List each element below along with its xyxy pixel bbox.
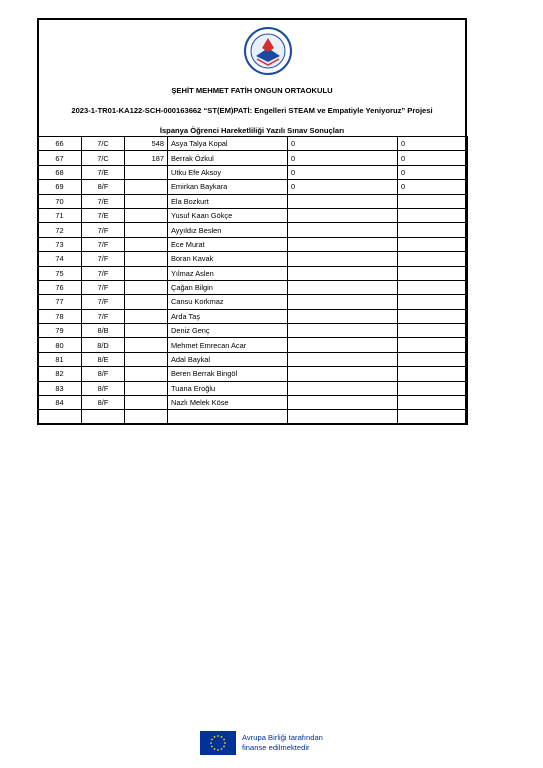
cell-no: 83	[38, 381, 82, 395]
eu-star	[217, 749, 219, 751]
cell-cls: 7/F	[82, 237, 125, 251]
cell-s1	[288, 309, 398, 323]
school-seal-icon	[243, 26, 293, 76]
cell-cls: 8/D	[82, 338, 125, 352]
cell-name: Mehmet Emrecan Acar	[168, 338, 288, 352]
cell-id	[125, 309, 168, 323]
cell-cls: 7/F	[82, 252, 125, 266]
cell-s1	[288, 252, 398, 266]
cell-s1	[288, 194, 398, 208]
cell-s2	[398, 396, 468, 410]
cell-no: 67	[38, 151, 82, 165]
cell-name: Tuana Eroğlu	[168, 381, 288, 395]
results-table	[37, 136, 468, 425]
table-row	[38, 410, 468, 424]
cell-no: 66	[38, 137, 82, 151]
cell-id	[125, 367, 168, 381]
cell-s2	[398, 367, 468, 381]
cell-s2: 0	[398, 151, 468, 165]
cell-s2	[398, 223, 468, 237]
cell-name	[168, 410, 288, 424]
eu-star	[211, 746, 213, 748]
cell-s2	[398, 295, 468, 309]
table-row	[38, 180, 468, 194]
cell-cls: 7/F	[82, 223, 125, 237]
cell-id	[125, 410, 168, 424]
cell-cls: 7/E	[82, 194, 125, 208]
eu-star	[217, 735, 219, 737]
cell-s2: 0	[398, 165, 468, 179]
cell-no: 68	[38, 165, 82, 179]
cell-id	[125, 338, 168, 352]
table-row	[38, 252, 468, 266]
cell-no: 76	[38, 280, 82, 294]
cell-s1	[288, 237, 398, 251]
cell-name: Boran Kavak	[168, 252, 288, 266]
cell-s1	[288, 352, 398, 366]
cell-cls: 8/F	[82, 396, 125, 410]
cell-id	[125, 396, 168, 410]
table-row	[38, 396, 468, 410]
table-row	[38, 208, 468, 222]
cell-s1	[288, 223, 398, 237]
table-row	[38, 352, 468, 366]
cell-id	[125, 295, 168, 309]
cell-no: 71	[38, 208, 82, 222]
cell-s2	[398, 352, 468, 366]
cell-id	[125, 280, 168, 294]
cell-name: Emirkan Baykara	[168, 180, 288, 194]
cell-cls: 7/F	[82, 266, 125, 280]
cell-cls: 8/F	[82, 381, 125, 395]
eu-funding-line-1: Avrupa Birliği tarafından	[242, 733, 323, 742]
eu-star	[210, 742, 212, 744]
cell-id	[125, 223, 168, 237]
cell-no: 72	[38, 223, 82, 237]
cell-cls: 7/F	[82, 280, 125, 294]
table-row	[38, 338, 468, 352]
cell-no: 74	[38, 252, 82, 266]
eu-star	[214, 736, 216, 738]
cell-name: Yusuf Kaan Gökçe	[168, 208, 288, 222]
cell-name: Ayyıldız Beslen	[168, 223, 288, 237]
cell-s1	[288, 324, 398, 338]
cell-s2	[398, 410, 468, 424]
school-name: ŞEHİT MEHMET FATİH ONGUN ORTAOKULU	[171, 86, 333, 95]
eu-star	[221, 736, 223, 738]
cell-s2	[398, 381, 468, 395]
cell-id	[125, 180, 168, 194]
cell-name: Arda Taş	[168, 309, 288, 323]
cell-cls	[82, 410, 125, 424]
cell-id	[125, 208, 168, 222]
cell-name: Utku Efe Aksoy	[168, 165, 288, 179]
cell-name: Nazlı Melek Köse	[168, 396, 288, 410]
eu-star	[214, 748, 216, 750]
cell-s1	[288, 266, 398, 280]
cell-s1	[288, 381, 398, 395]
cell-no: 75	[38, 266, 82, 280]
cell-no: 78	[38, 309, 82, 323]
cell-id	[125, 165, 168, 179]
table-row	[38, 237, 468, 251]
cell-id	[125, 324, 168, 338]
cell-name: Adal Baykal	[168, 352, 288, 366]
cell-s1: 0	[288, 137, 398, 151]
cell-no: 73	[38, 237, 82, 251]
cell-s1	[288, 410, 398, 424]
table-row	[38, 266, 468, 280]
cell-name: Ela Bozkurt	[168, 194, 288, 208]
table-row	[38, 309, 468, 323]
cell-s2	[398, 194, 468, 208]
table-row	[38, 381, 468, 395]
cell-s2	[398, 208, 468, 222]
table-row	[38, 280, 468, 294]
eu-star	[224, 742, 226, 744]
cell-id	[125, 352, 168, 366]
cell-name: Deniz Genç	[168, 324, 288, 338]
cell-no: 69	[38, 180, 82, 194]
cell-cls: 7/C	[82, 151, 125, 165]
cell-s1	[288, 280, 398, 294]
cell-s2	[398, 338, 468, 352]
cell-name: Berrak Özkul	[168, 151, 288, 165]
cell-s2	[398, 237, 468, 251]
exam-title: İspanya Öğrenci Hareketliliği Yazılı Sınav Sonuçları	[159, 126, 345, 135]
cell-s2	[398, 252, 468, 266]
cell-s1: 0	[288, 180, 398, 194]
cell-cls: 7/E	[82, 165, 125, 179]
cell-id	[125, 237, 168, 251]
table-row	[38, 295, 468, 309]
table-row	[38, 165, 468, 179]
table-row	[38, 324, 468, 338]
cell-s1: 0	[288, 151, 398, 165]
cell-s1	[288, 396, 398, 410]
cell-no	[38, 410, 82, 424]
cell-s2	[398, 324, 468, 338]
eu-funding-line-2: finanse edilmektedir	[242, 743, 310, 752]
cell-no: 81	[38, 352, 82, 366]
cell-cls: 8/F	[82, 367, 125, 381]
cell-cls: 7/E	[82, 208, 125, 222]
cell-id	[125, 266, 168, 280]
cell-s2	[398, 280, 468, 294]
cell-name: Cansu Korkmaz	[168, 295, 288, 309]
cell-s1	[288, 295, 398, 309]
cell-cls: 7/F	[82, 309, 125, 323]
cell-no: 77	[38, 295, 82, 309]
cell-s1	[288, 208, 398, 222]
eu-star	[223, 739, 225, 741]
cell-id	[125, 194, 168, 208]
eu-star	[211, 739, 213, 741]
cell-cls: 7/F	[82, 295, 125, 309]
cell-id	[125, 252, 168, 266]
cell-cls: 7/C	[82, 137, 125, 151]
eu-flag-icon	[200, 731, 236, 755]
cell-name: Çağan Bilgin	[168, 280, 288, 294]
cell-cls: 8/F	[82, 180, 125, 194]
cell-no: 79	[38, 324, 82, 338]
table-row	[38, 223, 468, 237]
cell-id	[125, 381, 168, 395]
cell-id: 548	[125, 137, 168, 151]
table-row	[38, 194, 468, 208]
cell-name: Asya Talya Kopal	[168, 137, 288, 151]
table-row	[38, 367, 468, 381]
eu-star	[223, 746, 225, 748]
cell-s1: 0	[288, 165, 398, 179]
cell-s2	[398, 266, 468, 280]
eu-star	[221, 748, 223, 750]
cell-name: Ece Murat	[168, 237, 288, 251]
eu-funding-note	[200, 731, 323, 755]
cell-cls: 8/B	[82, 324, 125, 338]
cell-s1	[288, 338, 398, 352]
cell-s2: 0	[398, 137, 468, 151]
cell-no: 82	[38, 367, 82, 381]
cell-no: 84	[38, 396, 82, 410]
cell-name: Beren Berrak Bingöl	[168, 367, 288, 381]
cell-s2	[398, 309, 468, 323]
table-row	[38, 151, 468, 165]
cell-no: 70	[38, 194, 82, 208]
cell-no: 80	[38, 338, 82, 352]
cell-id: 187	[125, 151, 168, 165]
cell-cls: 8/E	[82, 352, 125, 366]
table-row	[38, 137, 468, 151]
cell-s1	[288, 367, 398, 381]
cell-name: Yılmaz Aslen	[168, 266, 288, 280]
cell-s2: 0	[398, 180, 468, 194]
project-title: 2023-1-TR01-KA122-SCH-000163662 “ST(EM)PATİ: Engelleri STEAM ve Empatiyle Yeniyoruz” Projesi	[71, 106, 433, 115]
